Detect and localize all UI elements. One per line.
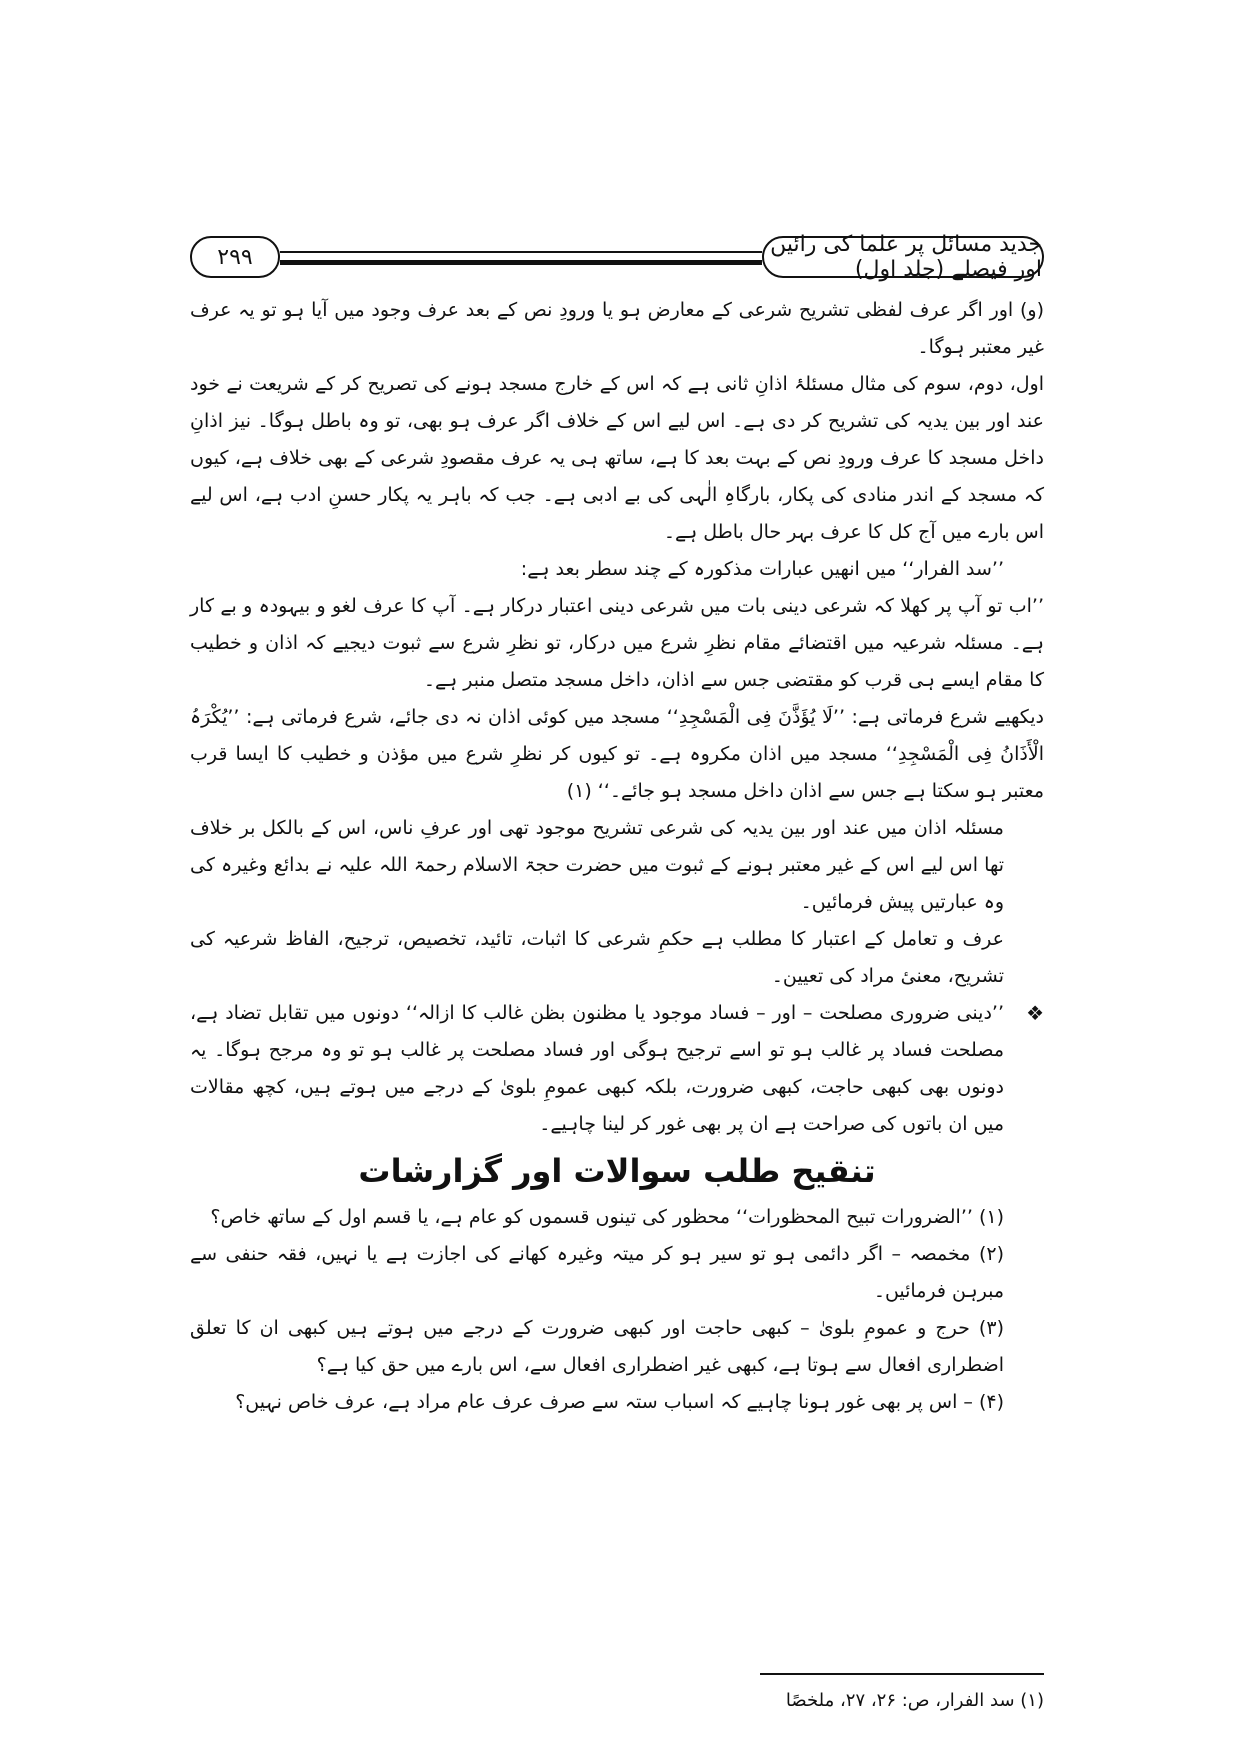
page-number: ۲۹۹	[190, 236, 280, 278]
bullet-text: ’’دینی ضروری مصلحت – اور – فساد موجود یا مظنون بظن غالب کا ازالہ‘‘ دونوں میں تقابل تضاد ہے، مصلحت فساد پر غالب ہو تو اسے ترجیح ہوگی اور فساد مصلحت پر غالب ہو تو وہ مرجح ہوگا۔ یہ دونوں بھی کبھی حاجت، کبھی ضرورت، بلکہ کبھی عمومِ بلویٰ کے درجے میں ہوتے ہیں، کچھ مقالات میں ان باتوں کی صراحت ہے ان پر بھی غور کر لینا چاہیے۔	[190, 1002, 1004, 1135]
footnote: (۱) سد الفرار، ص: ۲۶، ۲۷، ملخصًا	[785, 1690, 1044, 1711]
paragraph: ’’سد الفرار‘‘ میں انھیں عبارات مذکورہ کے چند سطر بعد ہے:	[520, 558, 1004, 580]
header-rule-thin	[280, 251, 762, 253]
paragraph: اول، دوم، سوم کی مثال مسئلۂ اذانِ ثانی ہے کہ اس کے خارج مسجد ہونے کی تصریح کر کے شریعت نے خود عند اور بین یدیہ کی تشریح کر دی ہے۔ اس لیے اس کے خلاف اگر عرف ہو بھی، تو وہ باطل ہوگا۔ نیز اذانِ داخل مسجد کا عرف ورودِ نص کے بہت بعد کا ہے، ساتھ ہی یہ عرف مقصودِ شرعی کے بھی خلاف ہے، کیوں کہ مسجد کے اندر منادی کی پکار، بارگاہِ الٰہی کی بے ادبی ہے۔ جب کہ باہر یہ پکار حسنِ ادب ہے، اس لیے اس بارے میں آج کل کا عرف بہر حال باطل ہے۔	[190, 373, 1044, 543]
bullet-icon: ❖	[1026, 1001, 1044, 1025]
section-heading: تنقیح طلب سوالات اور گزارشات	[358, 1152, 876, 1190]
question-4: (۴) – اس پر بھی غور ہونا چاہیے کہ اسباب ستہ سے صرف عرف عام مراد ہے، عرف خاص نہیں؟	[235, 1391, 1004, 1413]
paragraph: مسئلہ اذان میں عند اور بین یدیہ کی شرعی تشریح موجود تھی اور عرفِ ناس، اس کے بالکل بر خلاف تھا اس لیے اس کے غیر معتبر ہونے کے ثبوت میں حضرت حجۃ الاسلام رحمۃ اللہ علیہ نے بدائع وغیرہ کی وہ عبارتیں پیش فرمائیں۔	[190, 817, 1004, 913]
block-quote: ’’اب تو آپ پر کھلا کہ شرعی دینی بات میں شرعی دینی اعتبار درکار ہے۔ آپ کا عرف لغو و بیہودہ و بے کار ہے۔ مسئلہ شرعیہ میں اقتضائے مقام نظرِ شرع میں درکار، تو نظرِ شرع سے ثبوت دیجیے کہ اذان و خطیب کا مقام ایسے ہی قرب کو مقتضی جس سے اذان، داخل مسجد متصل منبر ہے۔	[190, 595, 1044, 691]
footnote-rule	[760, 1673, 1044, 1675]
question-1: (۱) ’’الضرورات تبیح المحظورات‘‘ محظور کی تینوں قسموں کو عام ہے، یا قسم اول کے ساتھ خاص؟	[210, 1206, 1004, 1228]
running-header-title: جدید مسائل پر علما کی رائیں اور فیصلے (جلد اول)	[762, 236, 1044, 278]
question-2: (۲) مخمصہ – اگر دائمی ہو تو سیر ہو کر میتہ وغیرہ کھانے کی اجازت ہے یا نہیں، فقہ حنفی سے مبرہن فرمائیں۔	[190, 1243, 1004, 1302]
block-quote: دیکھیے شرع فرماتی ہے: ’’لَا یُؤَذَّنَ فِی الْمَسْجِدِ‘‘ مسجد میں کوئی اذان نہ دی جائے، شرع فرماتی ہے: ’’یُکْرَہُ الْأَذَانُ فِی الْمَسْجِدِ‘‘ مسجد میں اذان مکروہ ہے۔ تو کیوں کر نظرِ شرع میں مؤذن و خطیب کا ایسا قرب معتبر ہو سکتا ہے جس سے اذان داخل مسجد ہو جائے۔‘‘ (۱)	[190, 706, 1044, 802]
header-rule-thick	[280, 260, 762, 265]
paragraph: عرف و تعامل کے اعتبار کا مطلب ہے حکمِ شرعی کا اثبات، تائید، تخصیص، ترجیح، الفاظ شرعیہ کی تشریح، معنیٔ مراد کی تعیین۔	[190, 928, 1004, 987]
body-text	[190, 292, 1044, 1421]
bullet-item	[190, 995, 1044, 1143]
question-3: (۳) حرج و عمومِ بلویٰ – کبھی حاجت اور کبھی ضرورت کے درجے میں ہوتے ہیں کبھی ان کا تعلق اضطراری افعال سے ہوتا ہے، کبھی غیر اضطراری افعال سے، اس بارے میں حق کیا ہے؟	[190, 1317, 1004, 1376]
paragraph: (و) اور اگر عرف لفظی تشریح شرعی کے معارض ہو یا ورودِ نص کے بعد عرف وجود میں آیا ہو تو یہ عرف غیر معتبر ہوگا۔	[190, 299, 1044, 358]
